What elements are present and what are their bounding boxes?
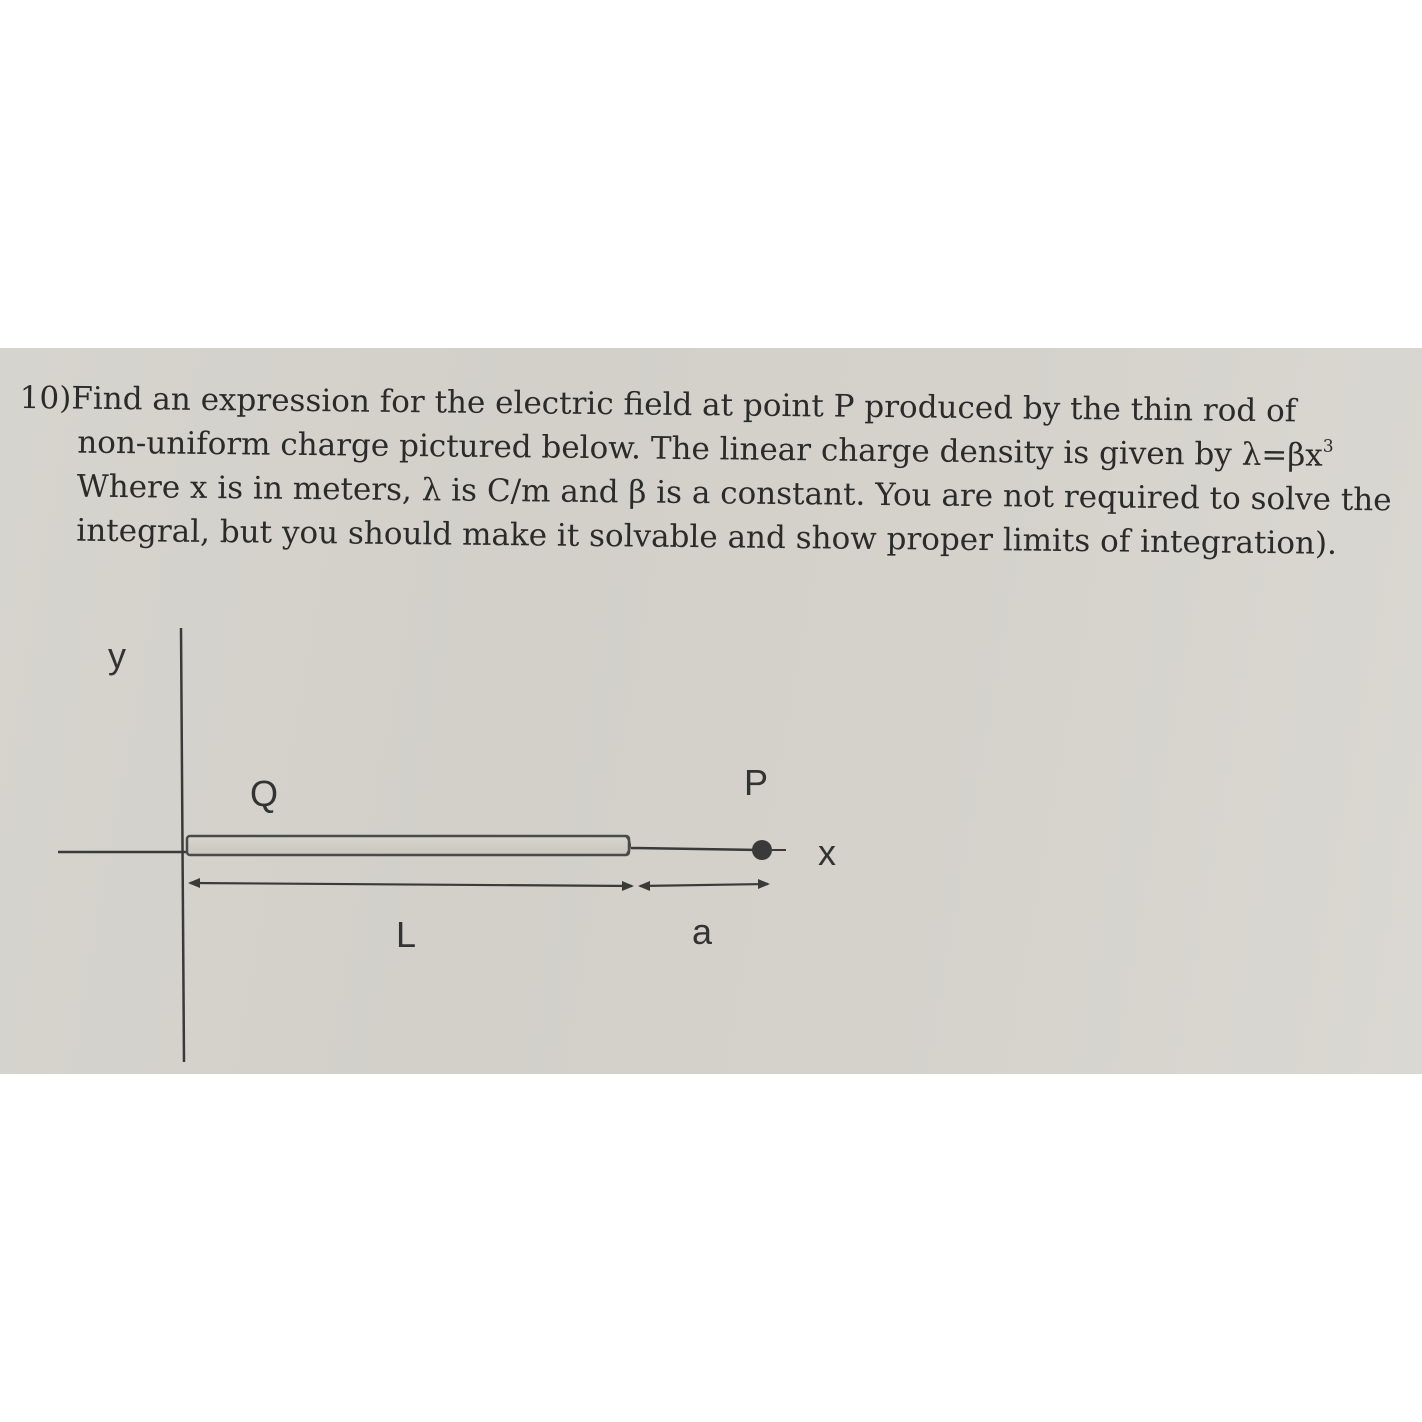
rod-charge-label: Q bbox=[250, 773, 279, 814]
worksheet-page bbox=[0, 348, 1422, 1074]
charged-rod bbox=[187, 836, 630, 855]
problem-number: 10) bbox=[19, 379, 72, 417]
problem-line-4: integral, but you should make it solvable and show proper limits of integration). bbox=[76, 512, 1338, 562]
problem-line-2: non-uniform charge pictured below. The linear charge density is given by $\lambda=\beta x^3$ bbox=[77, 424, 1334, 474]
x-axis-label: x bbox=[818, 832, 836, 873]
y-axis-label: y bbox=[108, 635, 126, 676]
rod-diagram bbox=[0, 348, 1422, 1074]
y-axis bbox=[181, 628, 184, 1062]
length-label: L bbox=[396, 914, 417, 955]
gap-label: a bbox=[692, 911, 713, 952]
point-p-marker bbox=[752, 840, 772, 860]
problem-line-1: 10)Find an expression for the electric field at point P produced by the thin rod of bbox=[19, 379, 1297, 430]
problem-line-3: Where x is in meters, λ is C/m and β is a constant. You are not required to solve the bbox=[76, 468, 1392, 519]
exponent: 3 bbox=[1322, 436, 1334, 457]
length-dimension bbox=[188, 878, 634, 891]
x-axis-right bbox=[631, 848, 760, 850]
gap-dimension bbox=[638, 879, 770, 891]
point-p-label: P bbox=[744, 762, 769, 803]
